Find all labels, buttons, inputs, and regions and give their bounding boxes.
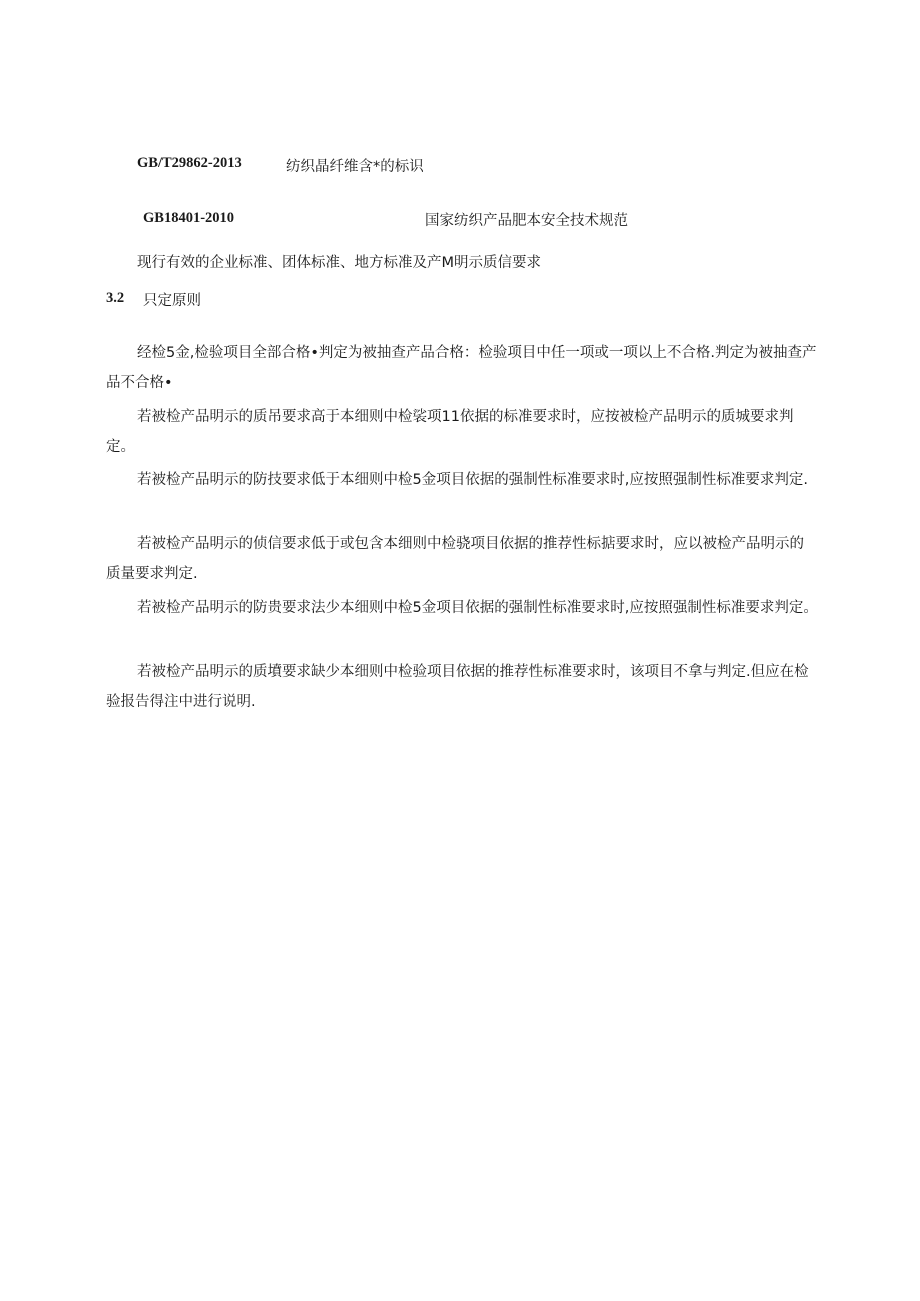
section-number: 3.2 bbox=[106, 290, 125, 306]
standard-title-2: 国家纺织产品肥本安全技术规范 bbox=[425, 213, 628, 229]
rule-paragraph-4: 若被检产品明示的侦信要求低于或包含本细则中检骁项目依据的推荐性标掂要求时，应以被检产品明示的质量要求判定. bbox=[106, 536, 804, 582]
standard-code-1: GB/T29862-2013 bbox=[137, 155, 242, 171]
rule-paragraph-2: 若被检产品明示的质吊要求高于本细则中检裟项11依据的标准要求时，应按被检产品明示的质城要求判定。 bbox=[106, 409, 794, 455]
rule-paragraph-1: 经检5金,检验项目全部合格•判定为被抽查产品合格：检验项目中任一项或一项以上不合格.判定为被抽查产品不合格• bbox=[106, 345, 817, 391]
rule-paragraph-6: 若被检产品明示的质墳要求缺少本细则中检验项目依据的推荐性标准要求时，该项目不拿与判定.但应在检验报告得注中进行说明. bbox=[106, 664, 809, 710]
standard-code-2: GB18401-2010 bbox=[143, 210, 235, 226]
other-standards-line: 现行有效的企业标准、团体标准、地方标准及产M明示质信要求 bbox=[137, 255, 542, 271]
section-title: 只定原则 bbox=[143, 293, 201, 309]
rule-paragraph-5: 若被检产品明示的防贵要求法少本细则中检5金项目依据的强制性标准要求时,应按照强制性标准要求判定。 bbox=[137, 600, 818, 616]
standard-title-1: 纺织晶纤维含*的标识 bbox=[286, 159, 424, 175]
rule-paragraph-3: 若被检产品明示的防技要求低于本细则中检5金项目依据的强制性标准要求时,应按照强制性标准要求判定. bbox=[137, 472, 808, 488]
